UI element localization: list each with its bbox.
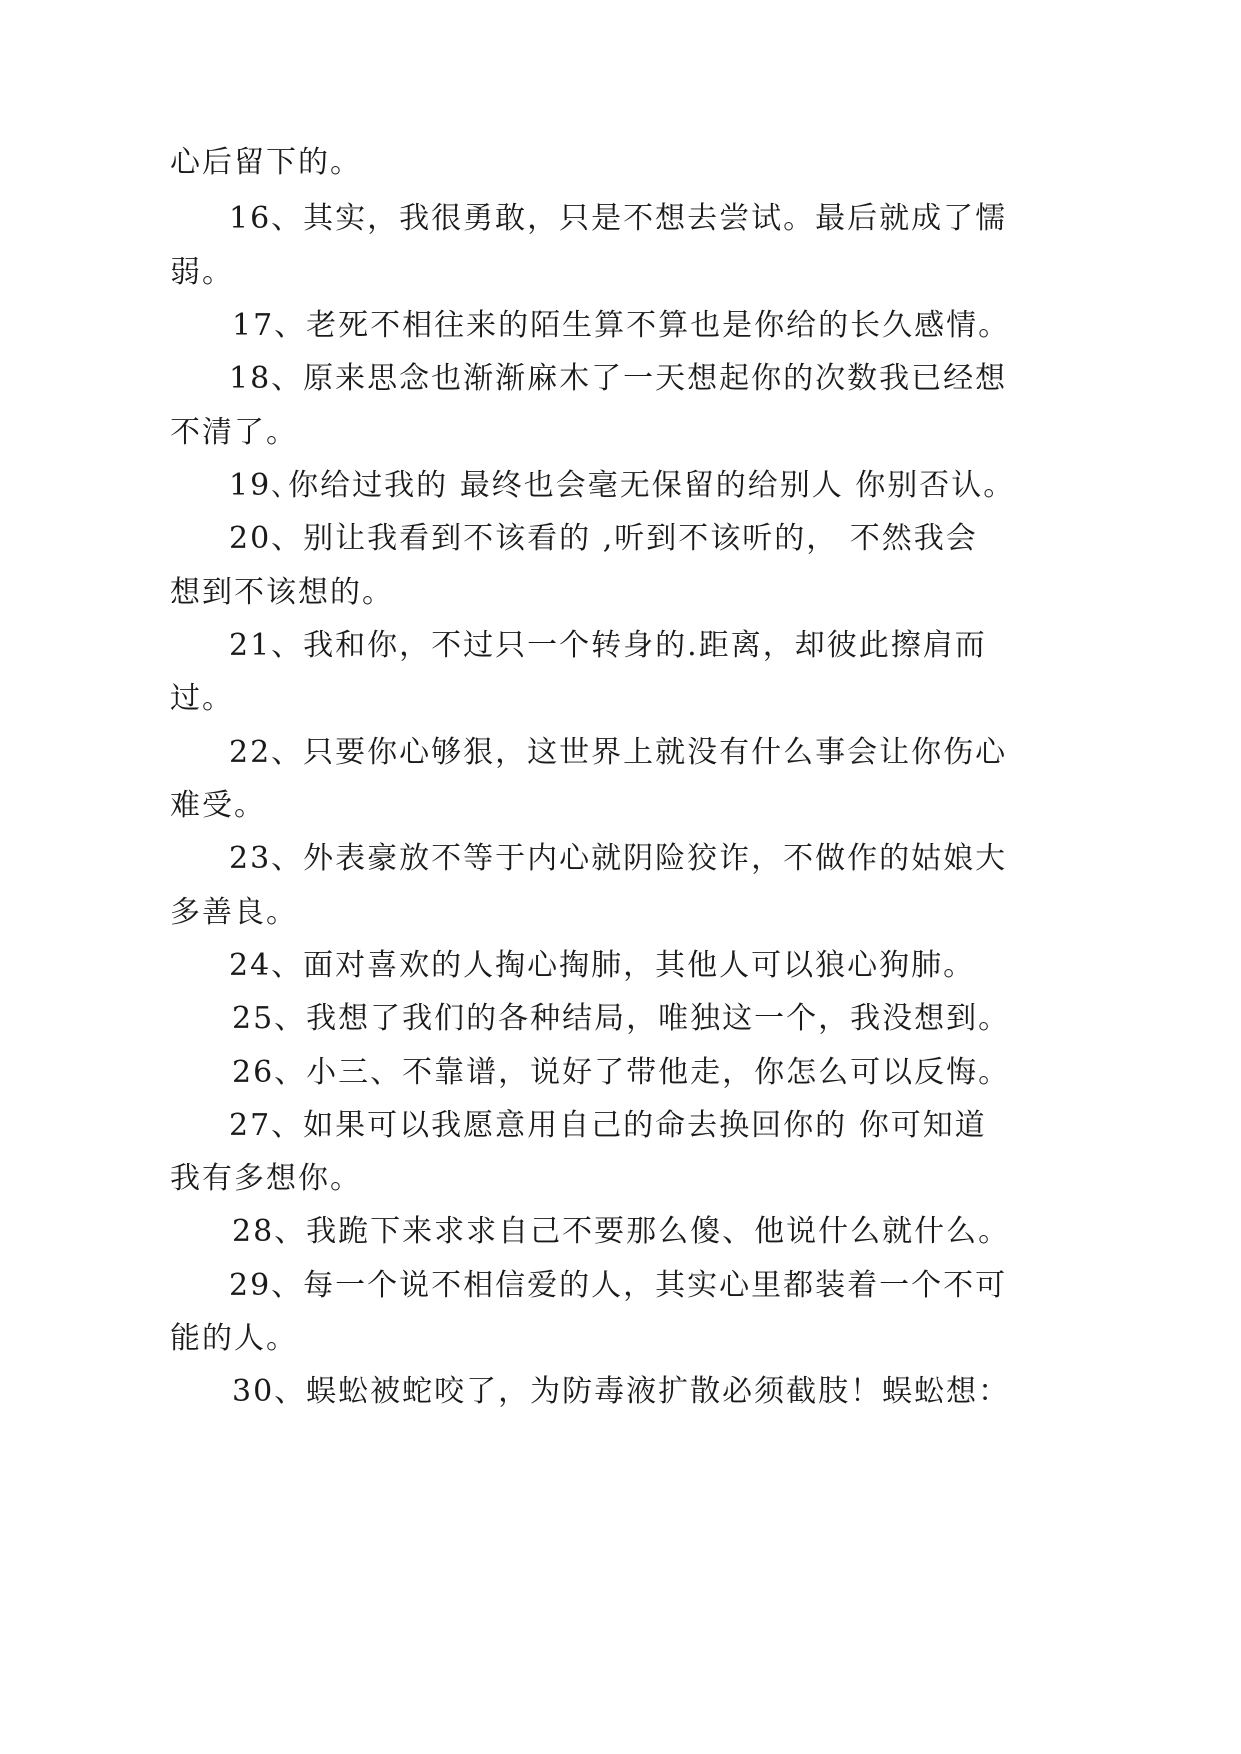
text-line: 25、我想了我们的各种结局，唯独这一个，我没想到。	[232, 1001, 1011, 1036]
text-line: 我有多想你。	[170, 1161, 362, 1196]
text-line: 17、老死不相往来的陌生算不算也是你给的长久感情。	[232, 308, 1011, 343]
text-line: 28、我跪下来求求自己不要那么傻、他说什么就什么。	[232, 1214, 1011, 1249]
text-line: 23、外表豪放不等于内心就阴险狡诈，不做作的姑娘大	[229, 841, 1008, 876]
text-line: 弱。	[170, 255, 234, 290]
text-line: 19､你给过我的 最终也会毫无保留的给别人 你别否认。	[229, 468, 1016, 503]
text-line: 16、其实，我很勇敢，只是不想去尝试。最后就成了懦	[229, 201, 1008, 236]
text-line: 20、别让我看到不该看的 ,听到不该听的， 不然我会	[229, 521, 978, 556]
text-line: 24、面对喜欢的人掏心掏肺，其他人可以狼心狗肺。	[229, 948, 976, 983]
text-line: 难受。	[170, 788, 266, 823]
text-line: 30、蜈蚣被蛇咬了，为防毒液扩散必须截肢！蜈蚣想：	[232, 1374, 1011, 1409]
text-line: 18、原来思念也渐渐麻木了一天想起你的次数我已经想	[229, 361, 1008, 396]
text-line: 22、只要你心够狠，这世界上就没有什么事会让你伤心	[229, 735, 1008, 770]
text-line: 27、如果可以我愿意用自己的命去换回你的 你可知道	[229, 1108, 987, 1143]
text-line: 21、我和你，不过只一个转身的.距离，却彼此擦肩而	[229, 628, 987, 663]
text-line: 多善良。	[170, 895, 298, 930]
text-line: 心后留下的。	[170, 145, 362, 180]
text-line: 过。	[170, 681, 234, 716]
text-line: 能的人。	[170, 1321, 298, 1356]
text-line: 不清了。	[170, 415, 298, 450]
text-line: 想到不该想的。	[170, 575, 394, 610]
text-line: 29、每一个说不相信爱的人，其实心里都装着一个不可	[229, 1268, 1008, 1303]
text-line: 26、小三、不靠谱，说好了带他走，你怎么可以反悔。	[232, 1055, 1011, 1090]
